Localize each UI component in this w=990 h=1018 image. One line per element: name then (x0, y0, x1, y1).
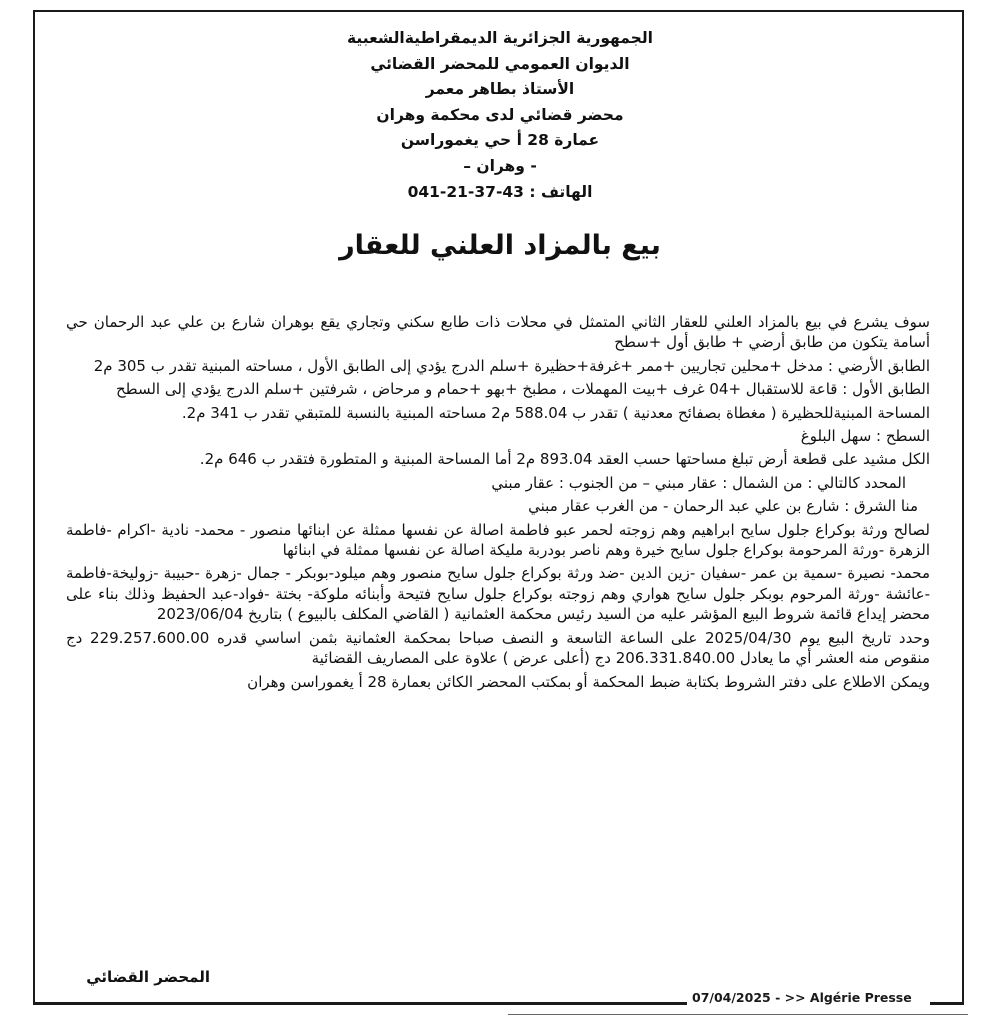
signature: المحضر القضائي (86, 968, 210, 986)
body-paragraph-ground-floor: الطابق الأرضي : مدخل +محلين تجاريين +ممر +غرفة+حظيرة +سلم الدرج يؤدي إلى الطابق الأول ، مساحته المبنية تقدر ب 305 م2 (93, 356, 930, 375)
frame-bottom-line-right (930, 1002, 964, 1005)
body-paragraph-first-floor: الطابق الأول : قاعة للاستقبال +04 غرف +بيت المهملات ، مطبخ +بهو +حمام و مرحاض ، شرفتين +سلم الدرج يؤدي إلى السطح (115, 380, 930, 399)
header-phone (60, 180, 940, 206)
frame-bottom-line-left (33, 1002, 687, 1005)
notice-title: بيع بالمزاد العلني للعقار (339, 230, 661, 261)
body-paragraph-boundaries-east: منا الشرق : شارع بن علي عبد الرحمان - من الغرب عقار مبني (528, 497, 918, 516)
phone-label: الهاتف : (529, 182, 593, 201)
body-paragraph-boundaries: المحدد كالتالي : من الشمال : عقار مبني – من الجنوب : عقار مبني (491, 473, 906, 492)
scan-edge-line (508, 1014, 968, 1015)
header-office: الديوان العمومي للمحضر القضائي (370, 54, 630, 73)
body-paragraph-heirs: محمد- نصيرة -سمية بن عمر -سفيان -زين الدين -ضد ورثة بوكراع جلول سايح منصور وهم ميلود-بوبكر - جمال -زهرة -حبيبة -زوليخة-فاطمة -عائشة -ورثة المرحوم بوبكر جلول سايح هواري وهم زوجته بوكراع جلول سايح فتيحة وأبنائه ملوكة- بختة -فواد-عبد الحفيظ وذلك بناء على محضر إيداع قائمة شروط البيع المؤشر عليه من السيد رئيس محكمة العثمانية ( القاضي المكلف بالبيوع ) بتاريخ 2023/06/04 (66, 564, 930, 624)
header-court: محضر قضائي لدى محكمة وهران (376, 105, 624, 124)
phone-number: 041-21-37-43 (407, 182, 524, 201)
header-bailiff-name: الأستاذ بطاهر معمر (425, 80, 575, 99)
body-paragraph-garage: المساحة المبنيةللحظيرة ( مغطاة بصفائح معدنية ) تقدر ب 588.04 م2 مساحته المبنية بالنسبة للمتبقي تقدر ب 341 م2. (181, 403, 930, 422)
header-address: عمارة 28 أ حي يغموراسن (400, 131, 600, 150)
body-paragraph-sale-date: وحدد تاريخ البيع يوم 2025/04/30 على الساعة التاسعة و النصف صباحا بمحكمة العثمانية بثمن اساسي قدره 229.257.600.00 دج منقوص منه العشر أي ما يعادل 206.331.840.00 دج (أعلى عرض ) علاوة على المصاريف القضائية (66, 628, 931, 668)
header-city: - وهران – (463, 156, 537, 175)
body-paragraph-roof: السطح : سهل البلوغ (800, 427, 930, 446)
body-paragraph-consultation: ويمكن الاطلاع على دفتر الشروط بكتابة ضبط المحكمة أو بمكتب المحضر الكائن بعمارة 28 أ يغموراسن وهران (247, 672, 930, 691)
body-paragraph-intro: سوف يشرع في بيع بالمزاد العلني للعقار الثاني المتمثل في محلات ذات طابع سكني وتجاري يقع بوهران شارع بن علي عبد الرحمان حي أسامة يتكون من طابق أرضي + طابق أول +سطح (66, 313, 930, 352)
notice-body (66, 312, 930, 695)
notice-header (60, 26, 940, 205)
header-republic: الجمهورية الجزائرية الديمقراطيةالشعبية (347, 29, 653, 47)
footer-source: 07/04/2025 - >> Algérie Presse (692, 990, 912, 1005)
body-paragraph-parties: لصالح ورثة بوكراع جلول سايح ابراهيم وهم زوجته لحمر عبو فاطمة اصالة عن نفسها ممثلة عن ابنائها منصور - محمد- نادية -اكرام -فاطمة الزهرة -ورثة المرحومة بوكراع جلول سايح خيرة وهم ناصر بودربة مليكة اصالة عن نفسها ممثلة في ابنائها (66, 520, 930, 560)
body-paragraph-land: الكل مشيد على قطعة أرض تبلغ مساحتها حسب العقد 893.04 م2 أما المساحة المبنية و المتطورة فتقدر ب 646 م2. (199, 450, 930, 469)
